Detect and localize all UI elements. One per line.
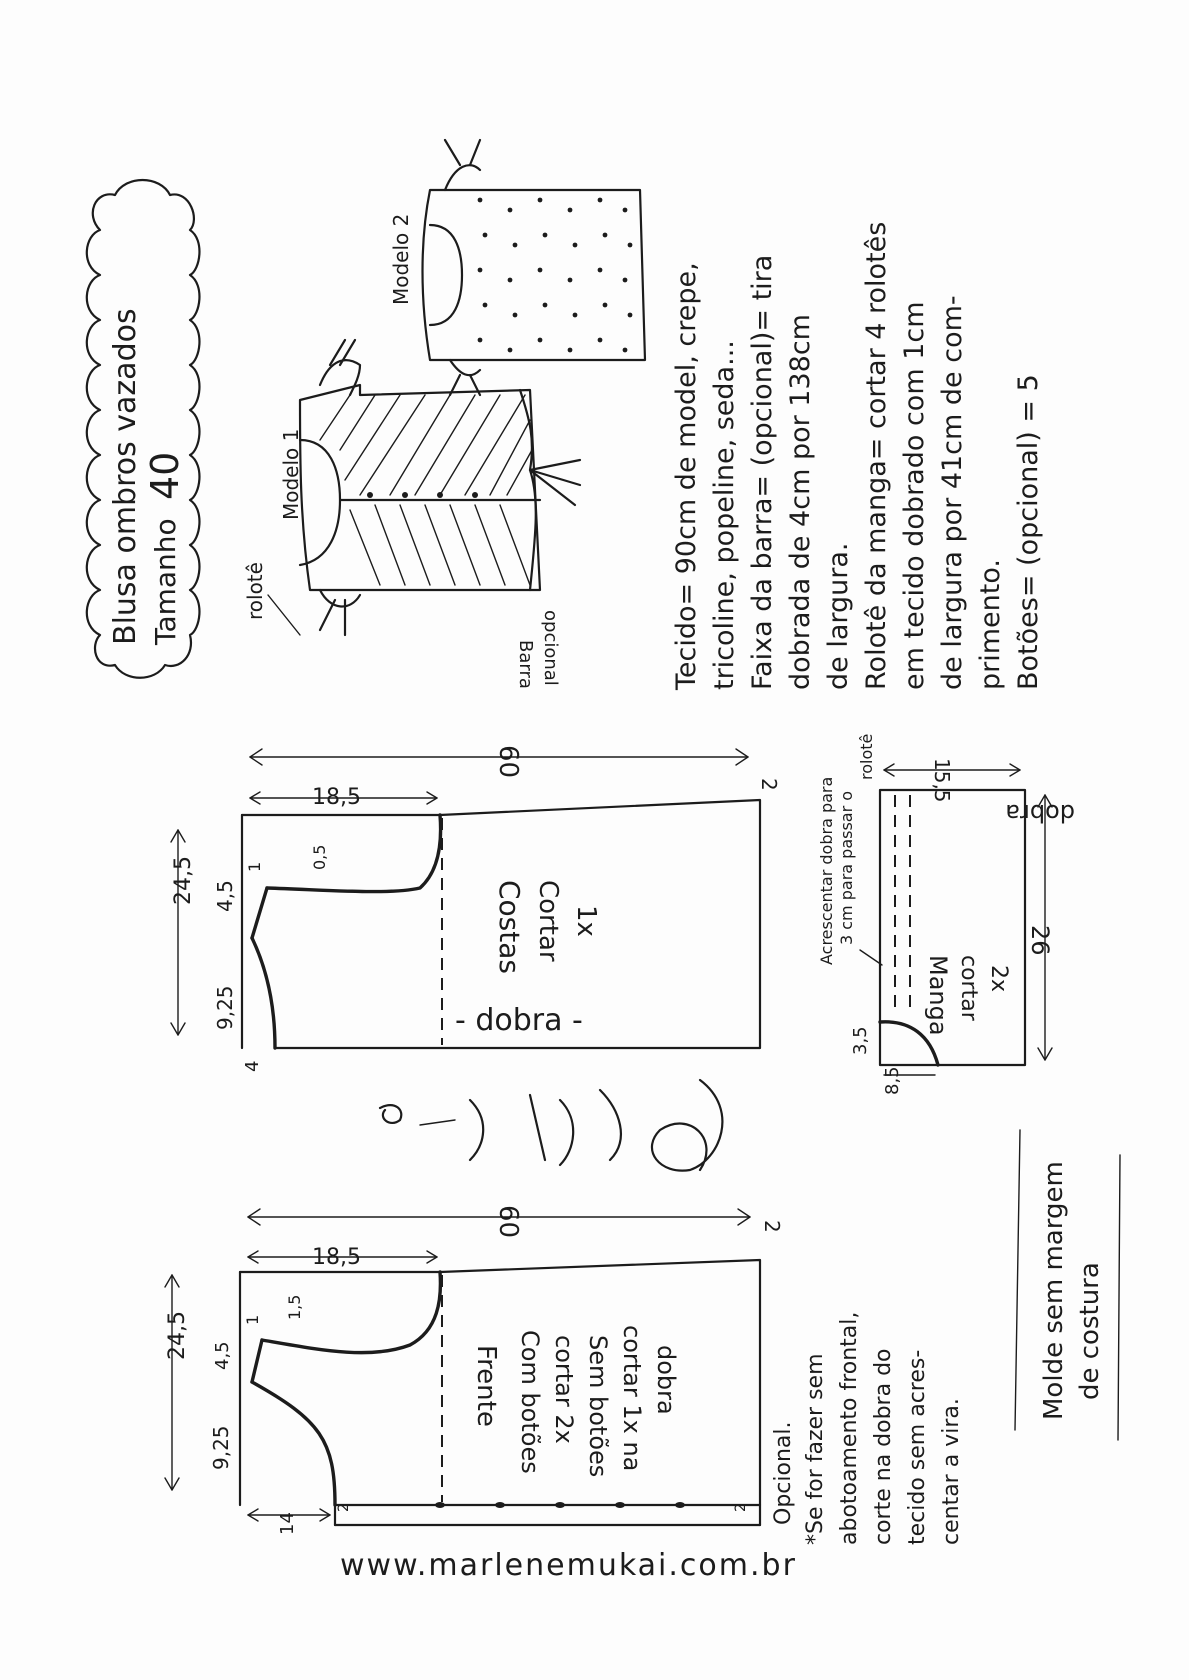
costas-width: 18,5: [312, 785, 361, 810]
manga-pattern: [817, 734, 1075, 1095]
seam-note: [1015, 1130, 1120, 1440]
frente-width: 18,5: [312, 1245, 361, 1270]
manga-length: 26: [1026, 925, 1054, 956]
manga-note-2: 3 cm para passar o: [837, 790, 856, 945]
frente-note-1: *Se for fazer sem: [803, 1353, 828, 1545]
instructions-block: [671, 222, 1044, 691]
frente-top-drop: 2: [760, 1220, 784, 1233]
frente-bottom: 14: [277, 1512, 298, 1535]
seam-note-2: de costura: [1075, 1262, 1105, 1400]
costas-shoulder: 4,5: [213, 880, 237, 912]
frente-line-4: cortar 1x na: [618, 1325, 646, 1472]
frente-placket-left: 2: [336, 1503, 352, 1512]
costas-length: 60: [493, 745, 523, 779]
costas-name: Costas: [493, 880, 526, 974]
instruction-line-2: tricoline, popeline, seda...: [709, 340, 740, 690]
modelo-2-label: Modelo 2: [389, 213, 413, 305]
instruction-line-5: de largura.: [823, 542, 854, 690]
barra-label-2: opcional: [540, 610, 561, 686]
frente-shoulder-small: 1: [243, 1314, 262, 1325]
manga-cut-1: cortar: [956, 955, 981, 1021]
manga-curve-w: 8,5: [882, 1066, 903, 1095]
instruction-line-6: Rolotê da manga= cortar 4 rolotês: [861, 221, 892, 690]
title-size: 40: [143, 451, 187, 500]
frente-line-5: dobra: [652, 1345, 680, 1415]
costas-shoulder-small: 1: [245, 861, 264, 872]
title-line-1: Blusa ombros vazados: [108, 308, 143, 645]
barra-label-1: Barra: [515, 640, 536, 689]
frente-note-4: tecido sem acres-: [905, 1349, 930, 1545]
frente-neck-drop: 9,25: [209, 1425, 233, 1470]
instruction-line-9: primento.: [975, 559, 1006, 690]
manga-note-1: Acrescentar dobra para: [817, 776, 836, 965]
frente-note-5: centar a vira.: [939, 1398, 964, 1545]
polka-dots: [478, 198, 633, 353]
title-line-2: Tamanho: [149, 518, 182, 645]
signature: [380, 1080, 722, 1171]
manga-fold: dobra: [1005, 799, 1075, 827]
instruction-line-4: dobrada de 4cm por 138cm: [785, 314, 816, 690]
manga-note-3: rolotê: [857, 733, 876, 780]
frente-side: 24,5: [165, 1311, 190, 1360]
frente-name: Frente: [471, 1345, 501, 1427]
frente-pattern: [165, 1205, 964, 1545]
frente-note-3: corte na dobra do: [871, 1348, 896, 1545]
costas-cut-2: 1x: [571, 905, 601, 937]
costas-neck-drop: 9,25: [213, 985, 237, 1030]
costas-side: 24,5: [171, 856, 196, 905]
seam-note-1: Molde sem margem: [1039, 1161, 1069, 1420]
frente-note-2: abotoamento frontal,: [837, 1311, 862, 1545]
manga-name: Manga: [924, 955, 952, 1036]
frente-placket-right: 2: [733, 1503, 749, 1512]
instruction-line-1: Tecido= 90cm de model, crepe,: [671, 262, 702, 690]
modelo-2-sketch: [389, 140, 645, 395]
costas-bottom: 4: [242, 1060, 263, 1072]
rolote-label: rolotê: [243, 562, 267, 620]
costas-armhole: 0,5: [310, 844, 329, 870]
frente-line-3: Sem botões: [584, 1335, 612, 1478]
manga-cut-2: 2x: [986, 965, 1011, 993]
instruction-line-8: de largura por 41cm de com-: [937, 295, 968, 690]
costas-top-drop: 2: [757, 778, 781, 791]
frente-shoulder: 4,5: [212, 1341, 233, 1370]
frente-line-2: cortar 2x: [550, 1335, 578, 1444]
instruction-line-10: Botões= (opcional) = 5: [1013, 374, 1044, 690]
costas-pattern: [171, 745, 781, 1072]
instruction-line-7: em tecido dobrado com 1cm: [899, 301, 930, 690]
frente-opcional: Opcional.: [771, 1421, 796, 1525]
frente-armhole: 1,5: [285, 1294, 304, 1320]
title-block: [87, 180, 200, 678]
manga-width: 15,5: [930, 758, 954, 803]
frente-line-1: Com botões: [516, 1330, 544, 1474]
modelo-1-sketch: [243, 340, 580, 689]
modelo-1-label: Modelo 1: [279, 428, 303, 520]
costas-cut-1: Cortar: [533, 880, 563, 962]
website-url: www.marlenemukai.com.br: [340, 1548, 797, 1583]
costas-fold: - dobra -: [455, 1003, 583, 1038]
frente-length: 60: [493, 1205, 523, 1239]
instruction-line-3: Faixa da barra= (opcional)= tira: [747, 254, 778, 690]
manga-curve-h: 3,5: [850, 1026, 871, 1055]
